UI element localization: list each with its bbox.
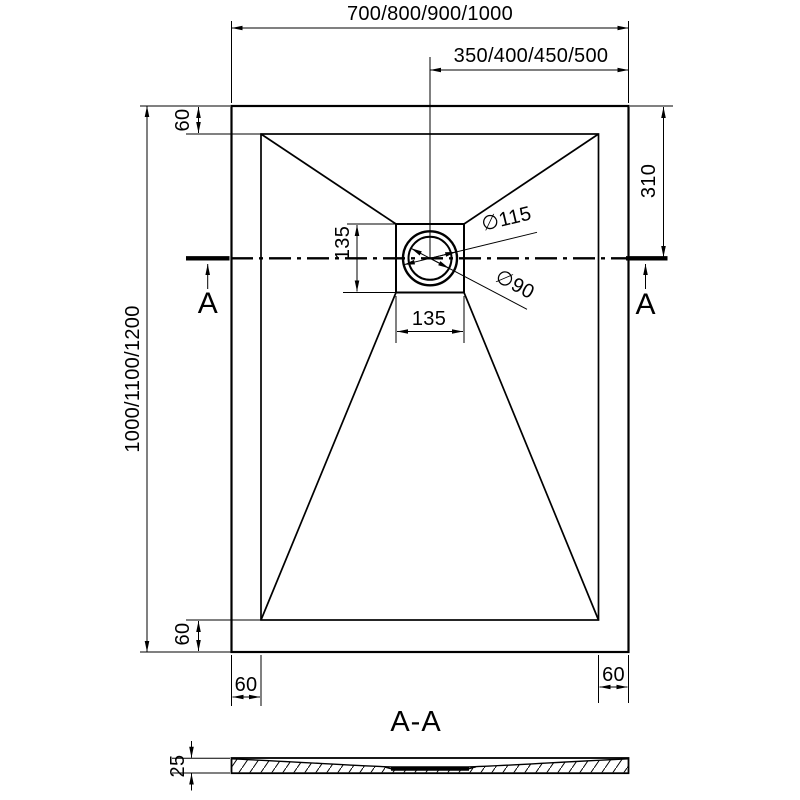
section-title: A-A xyxy=(390,706,442,738)
section-letter-right: A xyxy=(635,288,656,321)
tray-cross-section xyxy=(232,758,629,773)
section-marker-right xyxy=(626,258,668,321)
dim-drain-inner-diameter-text: ∅90 xyxy=(491,265,538,304)
dim-rim-left xyxy=(232,655,262,706)
dim-drain-outer-diameter-text: ∅115 xyxy=(479,202,534,236)
dim-drain-square-width-text: 135 xyxy=(411,308,447,330)
dim-rim-bottom xyxy=(172,620,261,651)
dim-rim-right xyxy=(599,655,629,703)
dim-rim-bottom-text: 60 xyxy=(172,622,194,646)
section-letter-left: A xyxy=(197,287,218,320)
dim-half-width xyxy=(430,45,629,70)
dim-thickness xyxy=(167,741,230,791)
dim-rim-right-text: 60 xyxy=(602,664,625,686)
section-view xyxy=(167,706,629,791)
dim-drain-square-height-text: 135 xyxy=(332,225,354,261)
dim-drain-offset-text: 310 xyxy=(638,163,660,199)
dim-overall-width-text: 700/800/900/1000 xyxy=(346,3,514,25)
dim-rim-top-text: 60 xyxy=(172,108,194,132)
dim-half-width-text: 350/400/450/500 xyxy=(453,45,609,67)
dim-overall-length xyxy=(122,106,232,652)
dim-overall-length-text: 1000/1100/1200 xyxy=(122,305,144,453)
dim-drain-square-width xyxy=(396,296,464,343)
dim-drain-offset xyxy=(630,106,673,257)
dim-rim-left-text: 60 xyxy=(234,674,258,696)
dim-thickness-text: 25 xyxy=(167,754,189,778)
dim-rim-top xyxy=(172,107,261,134)
section-marker-left xyxy=(186,258,230,320)
plan-view xyxy=(122,3,673,706)
